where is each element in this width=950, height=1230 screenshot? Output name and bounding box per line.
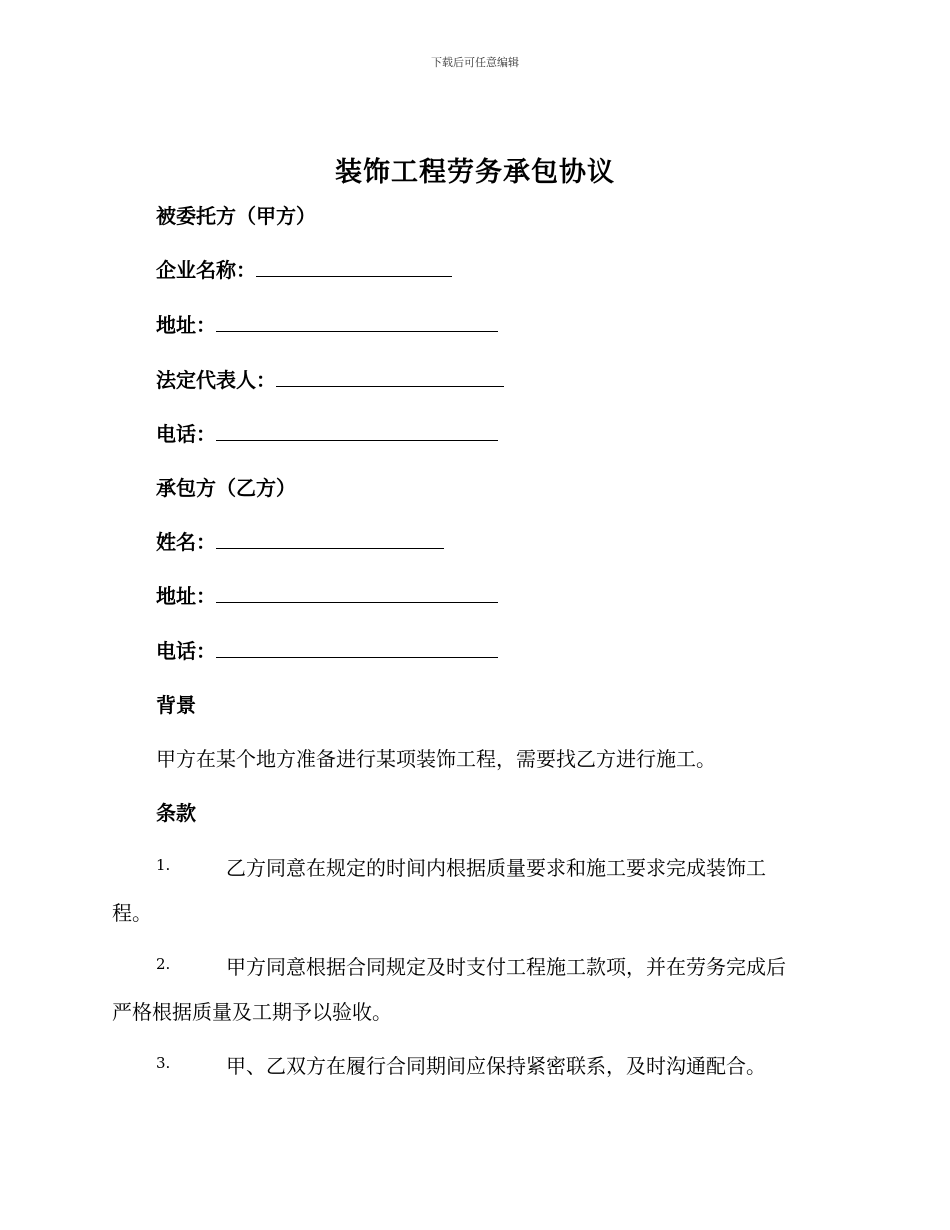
fill-blank xyxy=(216,313,498,332)
term-number: 2. xyxy=(156,955,171,973)
background-heading: 背景 xyxy=(156,693,196,717)
term-text-continued: 严格根据质量及工期予以验收。 xyxy=(112,1000,392,1024)
fill-blank xyxy=(216,639,498,658)
fill-blank xyxy=(276,368,504,387)
party-a-phone-field xyxy=(156,418,498,447)
field-label: 电话： xyxy=(156,639,216,663)
term-text: 甲方同意根据合同规定及时支付工程施工款项，并在劳务完成后 xyxy=(226,955,786,979)
party-b-heading: 承包方（乙方） xyxy=(156,476,296,500)
term-number: 3. xyxy=(156,1054,171,1072)
fill-blank xyxy=(216,584,498,603)
document-title: 装饰工程劳务承包协议 xyxy=(335,157,615,188)
party-a-representative-field xyxy=(156,364,504,393)
term-number: 1. xyxy=(156,856,171,874)
fill-blank xyxy=(256,258,452,277)
field-label: 姓名： xyxy=(156,530,216,554)
party-a-heading: 被委托方（甲方） xyxy=(156,204,316,228)
field-label: 地址： xyxy=(156,584,216,608)
term-text: 甲、乙双方在履行合同期间应保持紧密联系，及时沟通配合。 xyxy=(226,1054,766,1078)
header-note: 下载后可任意编辑 xyxy=(431,56,519,69)
term-text-continued: 程。 xyxy=(112,901,152,925)
party-a-company-field xyxy=(156,254,452,283)
party-a-address-field xyxy=(156,309,498,338)
terms-heading: 条款 xyxy=(156,801,196,825)
field-label: 地址： xyxy=(156,313,216,337)
field-label: 法定代表人： xyxy=(156,368,276,392)
fill-blank xyxy=(216,422,498,441)
field-label: 企业名称： xyxy=(156,258,256,282)
party-b-phone-field xyxy=(156,635,498,664)
fill-blank xyxy=(216,530,444,549)
background-text: 甲方在某个地方准备进行某项装饰工程，需要找乙方进行施工。 xyxy=(156,747,716,771)
party-b-address-field xyxy=(156,580,498,609)
field-label: 电话： xyxy=(156,422,216,446)
party-b-name-field xyxy=(156,526,444,555)
term-text: 乙方同意在规定的时间内根据质量要求和施工要求完成装饰工 xyxy=(226,856,766,880)
